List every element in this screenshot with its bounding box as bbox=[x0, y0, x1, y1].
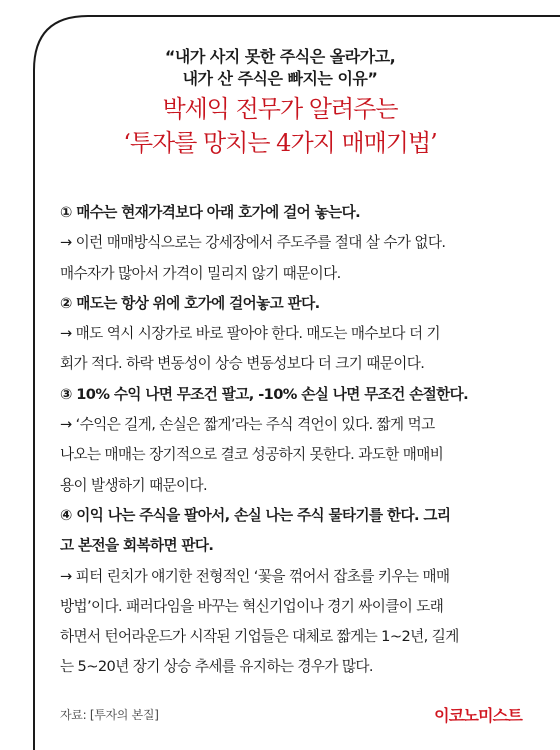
quote-line-2: 내가 산 주식은 빠지는 이유” bbox=[182, 69, 378, 88]
section-3-body-line: → ‘수익은 길게, 손실은 짧게’라는 주식 격언이 있다. 짧게 먹고 bbox=[60, 416, 435, 434]
section-3-body-line: 용이 발생하기 때문이다. bbox=[60, 476, 208, 494]
section-2-body-line: → 매도 역시 시장가로 바로 팔아야 한다. 매도는 매수보다 더 기 bbox=[60, 325, 441, 343]
section-1-body-line: → 이런 매매방식으로는 강세장에서 주도주를 절대 살 수가 없다. bbox=[60, 234, 446, 252]
title-line-2: ‘투자를 망치는 4가지 매매기법’ bbox=[123, 129, 437, 157]
brand-logo: 이코노미스트 bbox=[434, 706, 522, 725]
article-body bbox=[60, 198, 526, 683]
section-3-heading: ③ 10% 수익 나면 무조건 팔고, -10% 손실 나면 무조건 손절한다. bbox=[60, 385, 469, 403]
section-2-heading: ② 매도는 항상 위에 호가에 걸어놓고 판다. bbox=[60, 294, 320, 312]
section-4-body-line: 하면서 턴어라운드가 시작된 기업들은 대체로 짧게는 1~2년, 길게 bbox=[60, 628, 459, 646]
section-1-heading: ① 매수는 현재가격보다 아래 호가에 걸어 놓는다. bbox=[60, 204, 361, 221]
section-4-heading: ④ 이익 나는 주식을 팔아서, 손실 나는 주식 물타기를 한다. 그리 bbox=[60, 506, 451, 524]
section-3-body-line: 나오는 매매는 장기적으로 결코 성공하지 못한다. 과도한 매매비 bbox=[60, 446, 444, 464]
section-1-body-line: 매수자가 많아서 가격이 밀리지 않기 때문이다. bbox=[60, 264, 341, 282]
source-caption: 자료: [투자의 본질] bbox=[60, 708, 159, 722]
title-line-1: 박세익 전무가 알려주는 bbox=[162, 95, 398, 123]
section-4-heading: 고 본전을 회복하면 판다. bbox=[60, 537, 214, 555]
header bbox=[40, 46, 520, 158]
section-2-body-line: 회가 적다. 하락 변동성이 상승 변동성보다 더 크기 때문이다. bbox=[60, 355, 425, 373]
section-4-body-line: 방법’이다. 패러다임을 바꾸는 혁신기업이나 경기 싸이클이 도래 bbox=[60, 597, 444, 615]
quote-line-1: “내가 사지 못한 주식은 올라가고, bbox=[164, 47, 396, 66]
section-4-body-line: 는 5~20년 장기 상승 추세를 유지하는 경우가 많다. bbox=[60, 658, 373, 676]
section-4-body-line: → 피터 린치가 얘기한 전형적인 ‘꽃을 꺾어서 잡초를 키우는 매매 bbox=[60, 567, 450, 585]
